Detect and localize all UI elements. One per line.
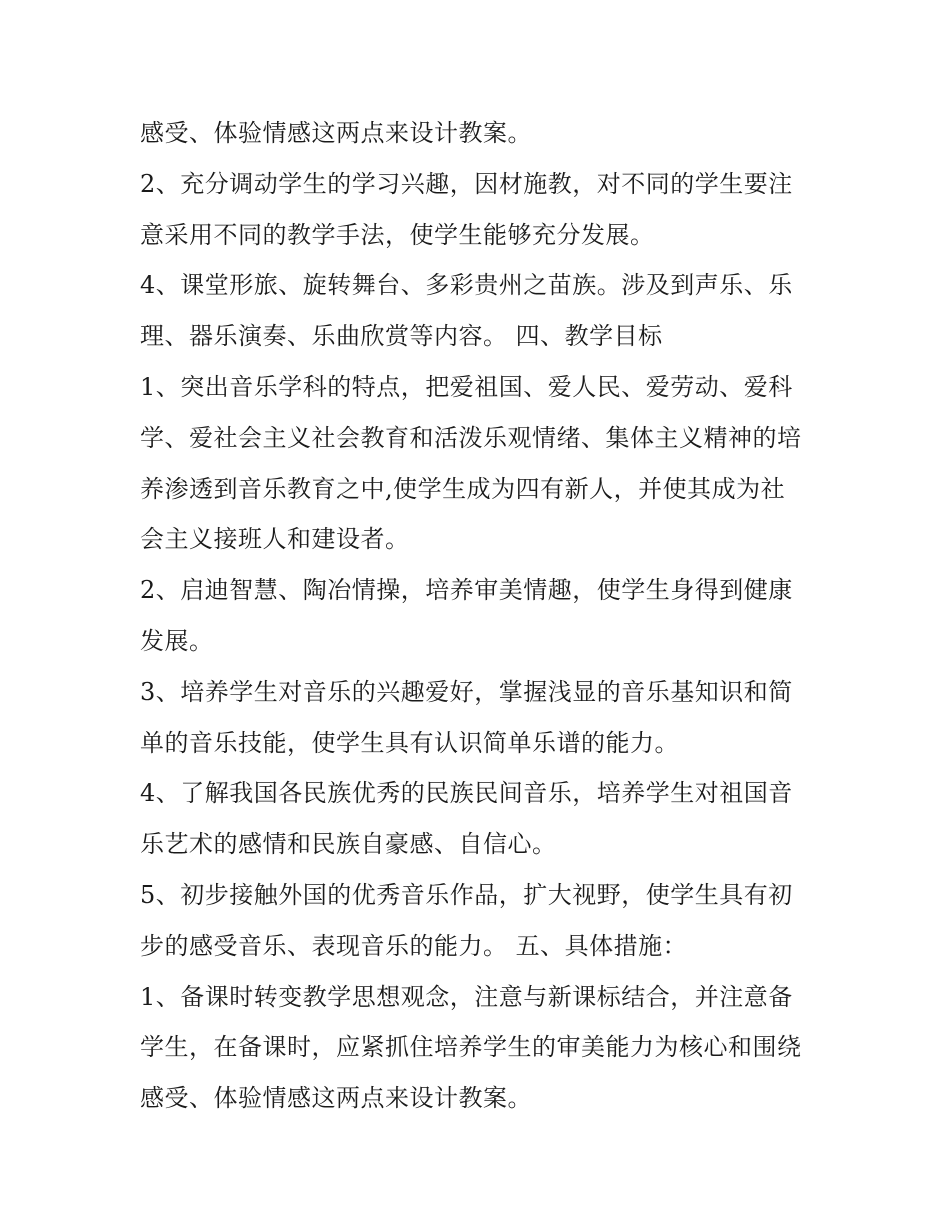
text-line: 学、爱社会主义社会教育和活泼乐观情绪、集体主义精神的培	[140, 423, 802, 452]
text-line: 1、备课时转变教学思想观念，注意与新课标结合，并注意备	[140, 982, 793, 1011]
text-line: 4、了解我国各民族优秀的民族民间音乐，培养学生对祖国音	[140, 779, 793, 808]
text-line: 1、突出音乐学科的特点，把爱祖国、爱人民、爱劳动、爱科	[140, 372, 793, 401]
text-line: 会主义接班人和建设者。	[140, 525, 410, 554]
text-line: 感受、体验情感这两点来设计教案。	[140, 1084, 532, 1113]
text-line: 乐艺术的感情和民族自豪感、自信心。	[140, 830, 557, 859]
text-line: 3、培养学生对音乐的兴趣爱好，掌握浅显的音乐基知识和简	[140, 677, 793, 706]
text-line: 养渗透到音乐教育之中,使学生成为四有新人，并使其成为社	[140, 474, 786, 503]
text-line: 4、课堂形旅、旋转舞台、多彩贵州之苗族。涉及到声乐、乐	[140, 271, 793, 300]
text-line: 意采用不同的教学手法，使学生能够充分发展。	[140, 220, 655, 249]
text-line: 单的音乐技能，使学生具有认识简单乐谱的能力。	[140, 728, 679, 757]
text-line: 学生，在备课时，应紧抓住培养学生的审美能力为核心和围绕	[140, 1033, 802, 1062]
text-line: 感受、体验情感这两点来设计教案。	[140, 119, 532, 147]
text-line: 步的感受音乐、表现音乐的能力。 五、具体措施：	[140, 931, 688, 960]
text-line: 2、充分调动学生的学习兴趣，因材施教，对不同的学生要注	[140, 169, 793, 198]
text-line: 2、启迪智慧、陶冶情操，培养审美情趣，使学生身得到健康	[140, 576, 793, 605]
text-line: 发展。	[140, 626, 214, 655]
text-line: 5、初步接触外国的优秀音乐作品，扩大视野，使学生具有初	[140, 880, 793, 909]
text-line: 理、器乐演奏、乐曲欣赏等内容。 四、教学目标	[140, 322, 663, 351]
document-body	[140, 108, 830, 1124]
